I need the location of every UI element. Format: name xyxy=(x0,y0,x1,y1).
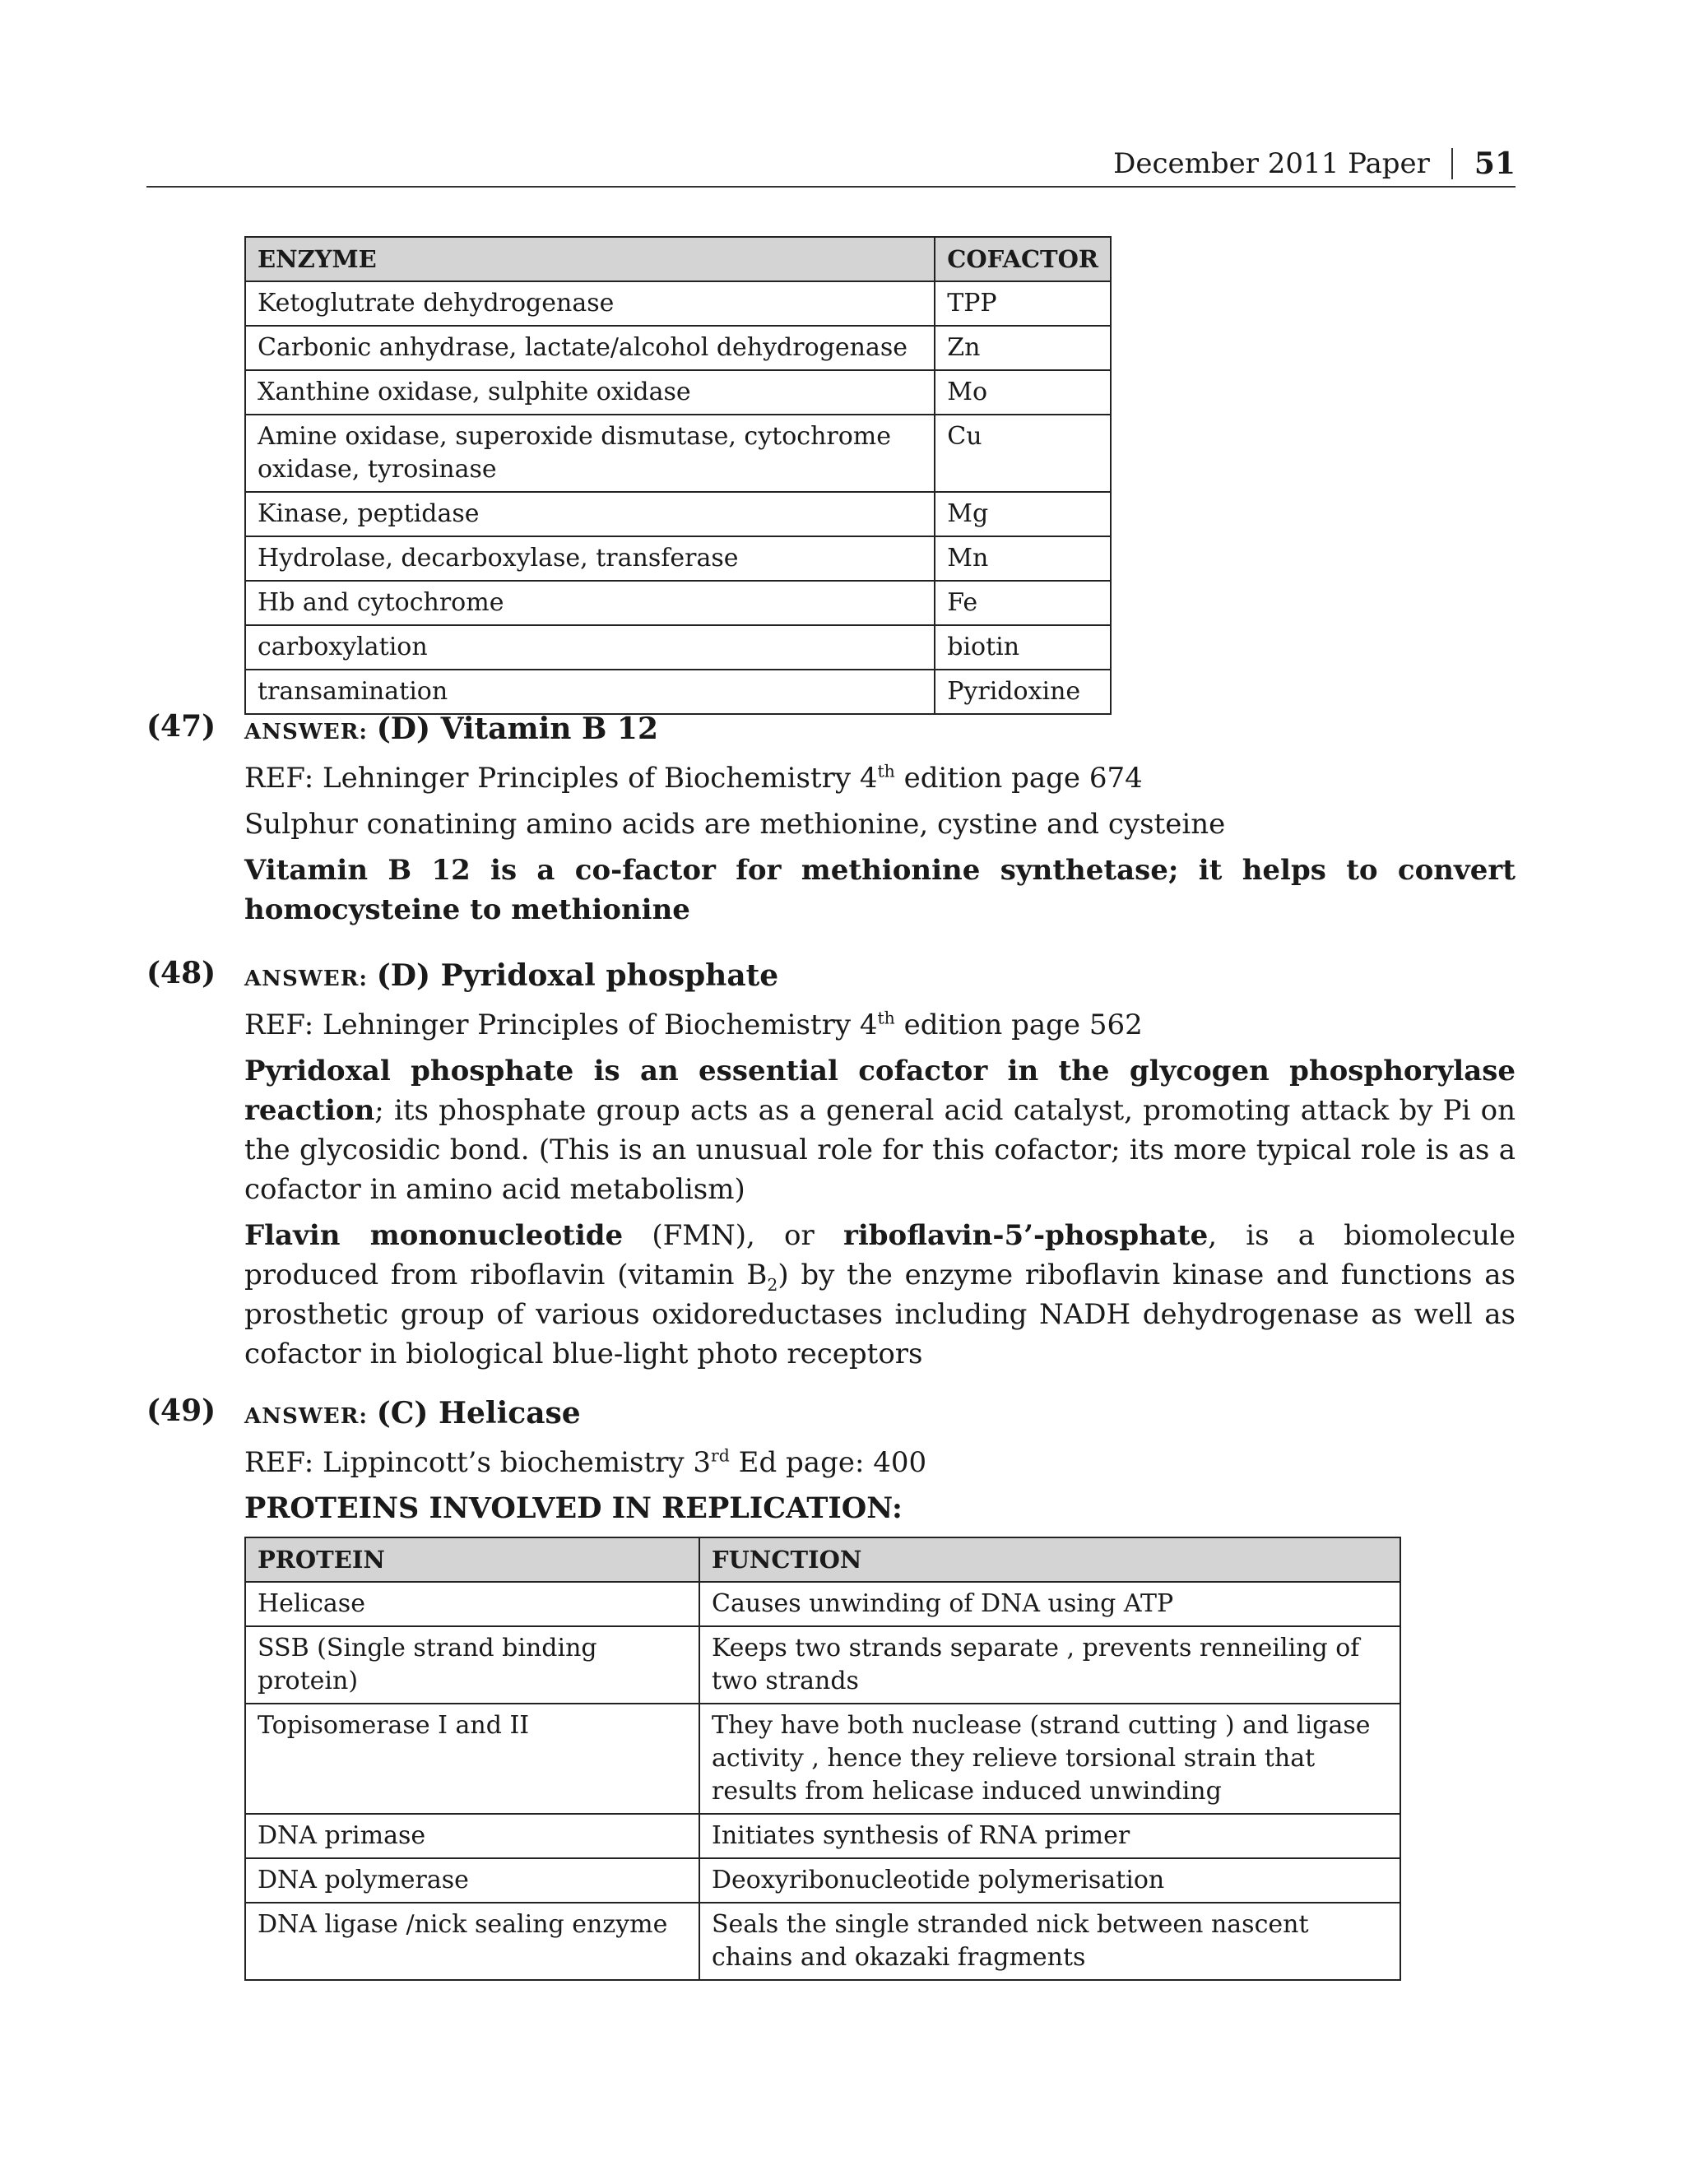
enzyme-cell: transamination xyxy=(245,670,935,714)
protein-cell: DNA polymerase xyxy=(245,1858,699,1903)
table-row xyxy=(245,581,1111,625)
column-header: ENZYME xyxy=(245,237,935,281)
column-header: FUNCTION xyxy=(699,1537,1400,1582)
protein-cell: Topisomerase I and II xyxy=(245,1704,699,1814)
protein-cell: DNA ligase /nick sealing enzyme xyxy=(245,1903,699,1980)
explanation-text: (FMN), or xyxy=(623,1219,843,1252)
cofactor-cell: biotin xyxy=(935,625,1111,670)
explanation-text: ) by the enzyme riboflavin kinase and functions as prosthetic group of various oxidoreductases including NADH dehydrogenase as well as cofactor in biological blue-light photo receptors xyxy=(244,1259,1516,1370)
enzyme-cell: carboxylation xyxy=(245,625,935,670)
protein-cell: DNA primase xyxy=(245,1814,699,1858)
explanation-bold-text: riboflavin-5’-phosphate xyxy=(842,1219,1209,1252)
cofactor-cell: Cu xyxy=(935,415,1111,492)
function-cell: Seals the single stranded nick between nascent chains and okazaki fragments xyxy=(699,1903,1400,1980)
section-heading: PROTEINS INVOLVED IN REPLICATION: xyxy=(244,1491,903,1525)
cofactor-cell: Mn xyxy=(935,536,1111,581)
reference-superscript: rd xyxy=(711,1445,730,1466)
answer-48 xyxy=(146,956,1516,1380)
page-number: 51 xyxy=(1474,146,1516,181)
table-row xyxy=(245,1858,1400,1903)
explanation-text: , is a biomolecule produced from riboflavin (vitamin B xyxy=(244,1219,1516,1291)
reference-text-end: edition page 674 xyxy=(894,762,1143,795)
answer-value: (D) Vitamin B 12 xyxy=(376,712,659,746)
explanation-bold-text: Flavin mononucleotide xyxy=(244,1219,624,1252)
enzyme-cofactor-table xyxy=(244,236,1112,715)
question-number: (48) xyxy=(146,956,216,990)
table-row xyxy=(245,536,1111,581)
table-row xyxy=(245,370,1111,415)
reference-superscript: th xyxy=(877,1008,895,1028)
answer-body xyxy=(244,709,1516,930)
answer-body xyxy=(244,1393,1516,1528)
explanation-text: Sulphur conatining amino acids are methionine, cystine and cysteine xyxy=(244,808,1226,841)
enzyme-cell: Hb and cytochrome xyxy=(245,581,935,625)
table-row xyxy=(245,1582,1400,1626)
answer-value: (C) Helicase xyxy=(376,1396,581,1430)
protein-cell: SSB (Single strand binding protein) xyxy=(245,1626,699,1704)
reference xyxy=(244,1443,1516,1482)
reference-text: REF: Lippincott’s biochemistry 3 xyxy=(244,1446,712,1479)
answer-line xyxy=(244,1393,1516,1436)
answer-value: (D) Pyridoxal phosphate xyxy=(376,958,779,993)
table-row xyxy=(245,326,1111,370)
enzyme-cell: Kinase, peptidase xyxy=(245,492,935,536)
function-cell: Deoxyribonucleotide polymerisation xyxy=(699,1858,1400,1903)
explanation-paragraph xyxy=(244,1216,1516,1374)
table-row xyxy=(245,1704,1400,1814)
reference-text: REF: Lehninger Principles of Biochemistry 4 xyxy=(244,1009,878,1041)
table-row xyxy=(245,625,1111,670)
table-row xyxy=(245,415,1111,492)
cofactor-cell: Mg xyxy=(935,492,1111,536)
explanation-paragraph xyxy=(244,1051,1516,1209)
reference-text-end: edition page 562 xyxy=(894,1009,1143,1041)
function-cell: They have both nuclease (strand cutting ) and ligase activity , hence they relieve torsional strain that results from helicase induced unwinding xyxy=(699,1704,1400,1814)
cofactor-cell: Zn xyxy=(935,326,1111,370)
answer-line xyxy=(244,709,1516,752)
question-number: (49) xyxy=(146,1393,216,1428)
enzyme-cell: Amine oxidase, superoxide dismutase, cytochrome oxidase, tyrosinase xyxy=(245,415,935,492)
table-header-row xyxy=(245,237,1111,281)
column-header: COFACTOR xyxy=(935,237,1111,281)
answer-49 xyxy=(146,1393,1516,1535)
table-row xyxy=(245,1814,1400,1858)
cofactor-cell: Pyridoxine xyxy=(935,670,1111,714)
reference-text-end: Ed page: 400 xyxy=(729,1446,927,1479)
function-cell: Causes unwinding of DNA using ATP xyxy=(699,1582,1400,1626)
answer-line xyxy=(244,956,1516,999)
reference xyxy=(244,1005,1516,1045)
table-row xyxy=(245,492,1111,536)
protein-cell: Helicase xyxy=(245,1582,699,1626)
answer-label: ANSWER: xyxy=(244,967,368,991)
page-header xyxy=(146,140,1516,188)
function-cell: Keeps two strands separate , prevents renneiling of two strands xyxy=(699,1626,1400,1704)
header-divider xyxy=(1451,148,1453,179)
enzyme-cell: Xanthine oxidase, sulphite oxidase xyxy=(245,370,935,415)
reference-text: REF: Lehninger Principles of Biochemistry 4 xyxy=(244,762,878,795)
answer-47 xyxy=(146,709,1516,936)
enzyme-cell: Hydrolase, decarboxylase, transferase xyxy=(245,536,935,581)
header-text xyxy=(1113,146,1516,181)
table-row xyxy=(245,1903,1400,1980)
explanation-bold-text: Vitamin B 12 is a co-factor for methionine synthetase; it helps to convert homocysteine to methionine xyxy=(244,854,1516,926)
enzyme-cell: Carbonic anhydrase, lactate/alcohol dehydrogenase xyxy=(245,326,935,370)
cofactor-cell: Fe xyxy=(935,581,1111,625)
column-header: PROTEIN xyxy=(245,1537,699,1582)
reference xyxy=(244,758,1516,798)
header-title: December 2011 Paper xyxy=(1113,147,1430,180)
explanation-text: ; its phosphate group acts as a general acid catalyst, promoting attack by Pi on the glycosidic bond. (This is an unusual role for this cofactor; its more typical role is as a cofactor in amino acid metabolism) xyxy=(244,1094,1516,1206)
table-row xyxy=(245,670,1111,714)
answer-body xyxy=(244,956,1516,1374)
replication-proteins-table xyxy=(244,1537,1401,1981)
enzyme-cell: Ketoglutrate dehydrogenase xyxy=(245,281,935,326)
table-row xyxy=(245,1626,1400,1704)
answer-label: ANSWER: xyxy=(244,720,368,744)
table-header-row xyxy=(245,1537,1400,1582)
function-cell: Initiates synthesis of RNA primer xyxy=(699,1814,1400,1858)
cofactor-cell: Mo xyxy=(935,370,1111,415)
subscript: 2 xyxy=(767,1274,778,1295)
table-row xyxy=(245,281,1111,326)
question-number: (47) xyxy=(146,709,216,744)
explanation-bold-text: Pyridoxal phosphate is an essential cofactor in the glycogen phosphorylase reaction xyxy=(244,1055,1516,1127)
reference-superscript: th xyxy=(877,761,895,781)
answer-label: ANSWER: xyxy=(244,1404,368,1429)
cofactor-cell: TPP xyxy=(935,281,1111,326)
